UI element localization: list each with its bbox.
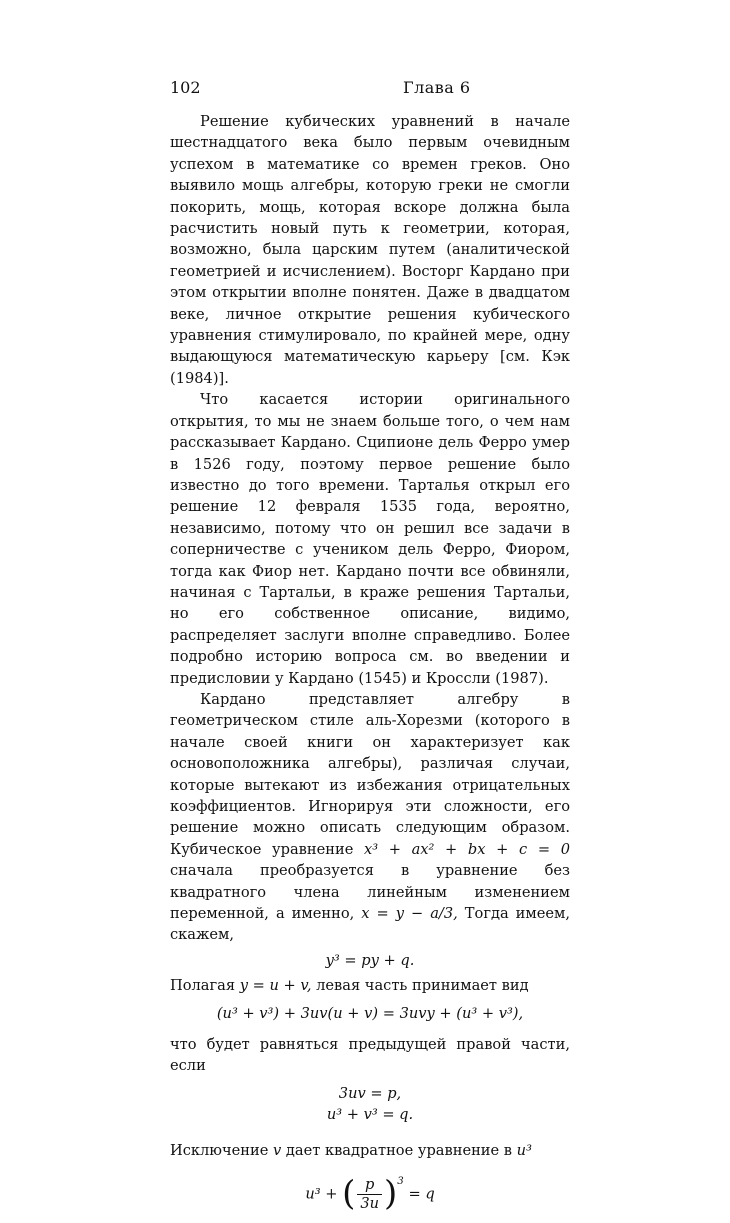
final-lhs: u³ + xyxy=(305,1185,338,1203)
condition-1: 3uv = p, xyxy=(338,1084,402,1102)
fraction-exponent: 3 xyxy=(397,1176,404,1188)
paragraph-6-start: Исключение xyxy=(170,1141,269,1159)
paragraph-3-end: Тогда имеем, скажем, xyxy=(170,905,570,944)
running-head xyxy=(170,78,570,98)
paragraph-3 xyxy=(170,689,570,946)
reduced-cubic: y³ = py + q. xyxy=(325,951,415,969)
page-number: 102 xyxy=(170,78,201,97)
cubic-equation: x³ + ax² + bx + c = 0 xyxy=(364,840,570,858)
variable-v: v xyxy=(273,1141,282,1159)
substitution-formula: x = y − a/3, xyxy=(361,905,458,923)
left-paren: ( xyxy=(342,1173,356,1214)
expansion-formula: (u³ + v³) + 3uv(u + v) = 3uvy + (u³ + v³), xyxy=(216,1004,524,1022)
final-rhs: = q xyxy=(408,1185,435,1203)
variable-u-cubed: u³ xyxy=(516,1141,532,1159)
paragraph-6-mid: дает квадратное уравнение в xyxy=(285,1141,513,1159)
paragraph-5: что будет равняться предыдущей правой части, если xyxy=(170,1036,570,1075)
paragraph-4-start: Полагая xyxy=(170,977,236,995)
expansion-equation xyxy=(170,1003,570,1024)
right-paren: ) xyxy=(384,1173,398,1214)
quadratic-in-u3-equation xyxy=(170,1171,570,1213)
reduced-cubic-equation xyxy=(170,950,570,971)
paragraph-4-end: левая часть принимает вид xyxy=(316,977,529,995)
paragraph-3-start: Кардано представляет алгебру в геометрическом стиле аль-Хорезми (которого в начале своей книги он характеризует как основоположника алгебры), различая случаи, которые вытекают из избежания отрицательных коэффициентов. Игнорируя эти сложности, его решение можно описать следующим образом. Кубическое уравнение xyxy=(170,690,570,858)
paragraph-3-mid: сначала преобразуется в уравнение без квадратного члена линейным изменением переменной, а именно, xyxy=(170,862,570,923)
body-text xyxy=(170,111,570,1223)
paragraph-6 xyxy=(170,1140,570,1161)
paragraph-2: Что касается истории оригинального открытия, то мы не знаем больше того, о чем нам рассказывает Кардано. Сципионе дель Ферро умер в 1526 году, поэтому первое решение было известно до того времени. Тарталья открыл его решение 12 февраля 1535 года, вероятно, независимо, потому что он решил все задачи в соперничестве с учеником дель Ферро, Фиором, тогда как Фиор нет. Кардано почти все обвиняли, начиная с Тартальи, в краже решения Тартальи, но его собственное описание, видимо, распределяет заслуги вполне справедливо. Более подробно историю вопроса см. во введении и предисловии у Кардано (1545) и Кросcли (1987). xyxy=(170,391,570,687)
chapter-title: Глава 6 xyxy=(403,78,471,97)
fraction-numerator: p xyxy=(357,1176,382,1195)
fraction-denominator: 3u xyxy=(360,1194,380,1212)
paragraph-1: Решение кубических уравнений в начале шестнадцатого века было первым очевидным успехом в математике со времен греков. Оно выявило мощь алгебры, которую греки не смогли покорить, мощь, которая вскоре должна была расчистить новый путь к геометрии, которая, возможно, была царским путем (аналитической геометрией и исчислением). Восторг Кардано при этом открытии вполне понятен. Даже в двадцатом веке, личное открытие решения кубического уравнения стимулировало, по крайней мере, одну выдающуюся математическую карьеру [см. Кэк (1984)]. xyxy=(170,113,570,387)
fraction-p-over-3u xyxy=(357,1176,382,1213)
condition-2: u³ + v³ = q. xyxy=(326,1106,414,1124)
set-y-formula: y = u + v, xyxy=(239,977,312,995)
condition-system xyxy=(170,1083,570,1126)
paragraph-4 xyxy=(170,975,570,996)
